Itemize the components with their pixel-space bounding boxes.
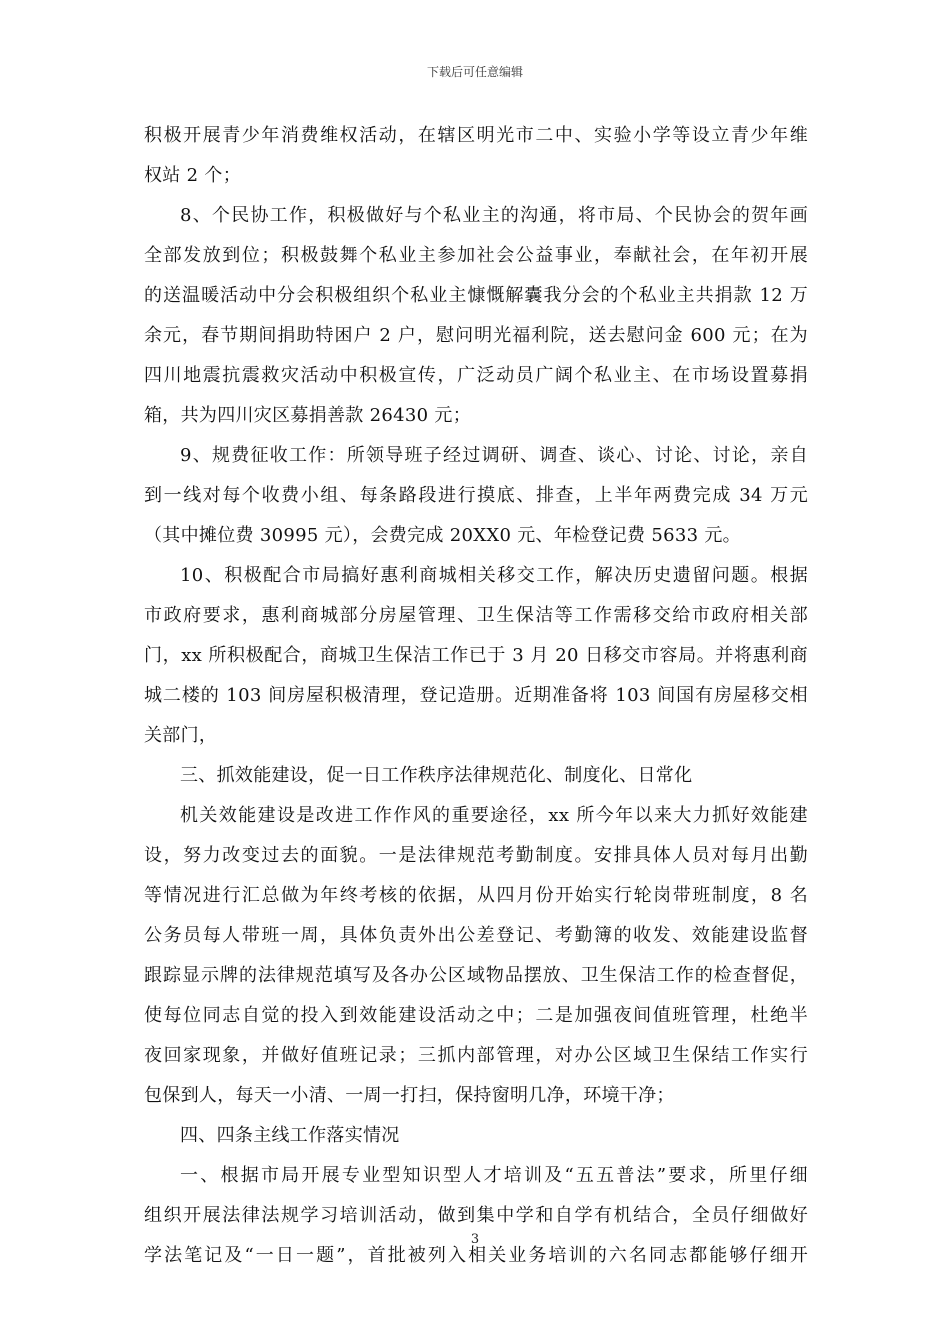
text-line: 门，xx 所积极配合，商城卫生保洁工作已于 3 月 20 日移交市容局。并将惠利商 — [144, 645, 808, 666]
text-line: 8、个民协工作，积极做好与个私业主的沟通，将市局、个民协会的贺年画 — [180, 205, 808, 226]
text-line: 使每位同志自觉的投入到效能建设活动之中；二是加强夜间值班管理，杜绝半 — [144, 1005, 808, 1026]
text-line: （其中摊位费 30995 元），会费完成 20XX0 元、年检登记费 5633 元。 — [144, 525, 741, 546]
text-line: 关部门， — [144, 725, 218, 746]
text-line: 组织开展法律法规学习培训活动，做到集中学和自学有机结合，全员仔细做好 — [144, 1205, 808, 1226]
text-line: 到一线对每个收费小组、每条路段进行摸底、排查，上半年两费完成 34 万元 — [144, 485, 808, 506]
page-number: 3 — [470, 1232, 480, 1247]
text-line: 机关效能建设是改进工作作风的重要途径，xx 所今年以来大力抓好效能建 — [180, 805, 808, 826]
text-line: 9、规费征收工作：所领导班子经过调研、调查、谈心、讨论、讨论，亲自 — [180, 445, 808, 466]
text-line: 跟踪显示牌的法律规范填写及各办公区域物品摆放、卫生保洁工作的检查督促， — [144, 965, 808, 986]
text-line: 包保到人，每天一小清、一周一打扫，保持窗明几净，环境干净； — [144, 1085, 675, 1106]
text-line: 四川地震抗震救灾活动中积极宣传，广泛动员广阔个私业主、在市场设置募捐 — [144, 365, 808, 386]
text-line: 城二楼的 103 间房屋积极清理，登记造册。近期准备将 103 间国有房屋移交相 — [144, 685, 808, 706]
text-line: 公务员每人带班一周，具体负责外出公差登记、考勤簿的收发、效能建设监督 — [144, 925, 808, 946]
text-line: 积极开展青少年消费维权活动，在辖区明光市二中、实验小学等设立青少年维 — [144, 125, 808, 146]
text-line: 权站 2 个； — [144, 165, 241, 186]
text-line: 市政府要求，惠利商城部分房屋管理、卫生保洁等工作需移交给市政府相关部 — [144, 605, 808, 626]
text-line: 设，努力改变过去的面貌。一是法律规范考勤制度。安排具体人员对每月出勤 — [144, 845, 808, 866]
text-line: 等情况进行汇总做为年终考核的依据，从四月份开始实行轮岗带班制度，8 名 — [144, 885, 808, 906]
text-line: 的送温暖活动中分会积极组织个私业主慷慨解囊我分会的个私业主共捐款 12 万 — [144, 285, 808, 306]
page-header-note: 下载后可任意编辑 — [426, 65, 523, 79]
text-line: 余元，春节期间捐助特困户 2 户，慰问明光福利院，送去慰问金 600 元；在为 — [144, 325, 808, 346]
document-body — [144, 116, 808, 1276]
text-line: 全部发放到位；积极鼓舞个私业主参加社会公益事业，奉献社会，在年初开展 — [144, 245, 808, 266]
text-line: 学法笔记及“一日一题”，首批被列入相关业务培训的六名同志都能够仔细开 — [144, 1245, 808, 1266]
section-heading: 三、抓效能建设，促一日工作秩序法律规范化、制度化、日常化 — [180, 765, 693, 786]
section-heading: 四、四条主线工作落实情况 — [180, 1125, 400, 1146]
text-line: 10、积极配合市局搞好惠利商城相关移交工作，解决历史遗留问题。根据 — [180, 565, 808, 586]
text-line: 夜回家现象，并做好值班记录；三抓内部管理，对办公区域卫生保结工作实行 — [144, 1045, 808, 1066]
text-line: 一、根据市局开展专业型知识型人才培训及“五五普法”要求，所里仔细 — [180, 1165, 808, 1186]
text-line: 箱，共为四川灾区募捐善款 26430 元； — [144, 405, 472, 426]
